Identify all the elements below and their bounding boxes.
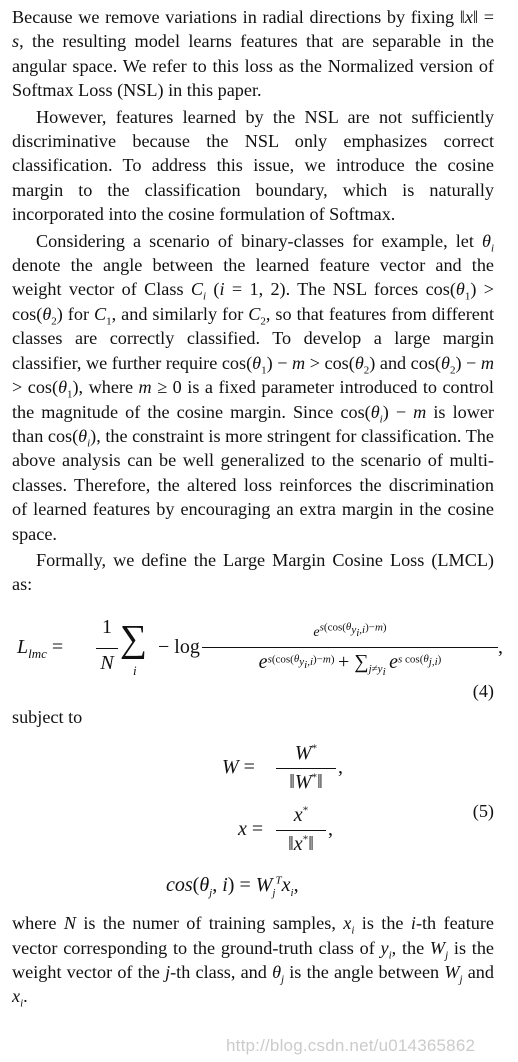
equation-5-x-num: x*	[293, 804, 309, 827]
equation-5-w-comma: ,	[338, 756, 343, 779]
equation-4-denominator: $e^{s(cos(\theta_{y_i,i})-m)} + \sum_{j\ne y_i}$ $e^{s cos(\theta_{j,i})}$	[258, 650, 442, 678]
equation-4-sum-index: i	[133, 662, 137, 678]
equation-5-x-bar	[276, 830, 326, 831]
equation-5-x-den: ‖x*‖	[288, 833, 314, 856]
equation-4-lmcl	[12, 611, 503, 711]
equation-4-frac-bar	[96, 648, 118, 649]
equation-4-neg-log: − log	[158, 635, 200, 658]
equation-5-w-lhs: W =	[222, 756, 255, 779]
equation-4-frac-den: N	[100, 651, 114, 674]
equation-5-x-comma: ,	[328, 818, 333, 841]
equation-5-number: (5)	[472, 801, 494, 822]
equation-5-w-num: W*	[294, 742, 318, 765]
equation-5-cos-row: $\cos(\theta_j$, $i) = W_j^Tx_i$,	[166, 874, 299, 900]
paragraph-nsl-limitation: However, features learned by the NSL are not sufficiently discriminative because the NSL only emphasizes correct classification. To address this issue, we introduce the cosine margin to the classification boundary, which is naturally incorporated into the cosine formulation of Softmax.	[12, 106, 494, 225]
paragraph-lmcl-definition: Formally, we define the Large Margin Cosine Loss (LMCL) as:	[12, 549, 494, 595]
equation-4-fraction-bar	[202, 647, 498, 648]
equation-4-comma: ,	[498, 635, 503, 658]
blog-watermark: http://blog.csdn.net/u014365862	[226, 1036, 476, 1055]
equation-4-number: (4)	[472, 680, 494, 701]
equation-4-numerator: $e^{s(cos(\theta_{y_i,i})-m)}$	[313, 621, 387, 640]
paragraph-binary-classes: Considering a scenario of binary-classes for example, let $\theta_i$ denote the angle between the learned feature vector and the weight vector of Class $C_i$ (i = 1, 2). The NSL forces $\cos(\theta_1) > \cos(\theta_2)$ for $C_1$, and similarly for $C_2$, so that features from different classes are correctly classified. To develop a large margin classifier, we further require $\cos(\theta_1) - m > \cos(\theta_2)$ and $\cos(\theta_2) - m > \cos(\theta_1)$, where m ≥ 0 is a fixed parameter introduced to control the magnitude of the cosine margin. Since $\cos(\theta_i) - m$ is lower than $\cos(\theta_i)$, the constraint is more stringent for classification. The above analysis can be well generalized to the scenario of multi-classes. Therefore, the altered loss reinforces the discrimination of learned features by encouraging an extra margin in the cosine space.	[12, 230, 494, 544]
paper-page	[12, 5, 503, 1011]
equation-5-w-bar	[276, 768, 336, 769]
paragraph-nsl-intro: Because we remove variations in radial directions by fixing ‖x‖ = s, the resulting model learns features that are separable in the angular space. We refer to this loss as the Normalized version of Softmax Loss (NSL) in this paper.	[12, 7, 494, 101]
paragraph-subject-to: subject to	[12, 706, 83, 727]
paragraph-where-definitions: where N is the numer of training samples, $x_i$ is the i-th feature vector corresponding to the ground-truth class of $y_i$, the $W_j$ is the weight vector of the j-th class, and $\theta_j$ is the angle between $W_j$ and $x_i$.	[12, 913, 494, 1011]
equation-5-normalization	[12, 733, 494, 905]
equation-4-lhs: $L_{lmc}$ =	[17, 635, 64, 661]
equation-4-frac-num: 1	[102, 615, 112, 638]
equation-5-w-den: ‖W*‖	[289, 771, 323, 794]
equation-5-x-lhs: x =	[238, 818, 264, 841]
equation-4-sum-symbol: ∑	[120, 617, 148, 660]
